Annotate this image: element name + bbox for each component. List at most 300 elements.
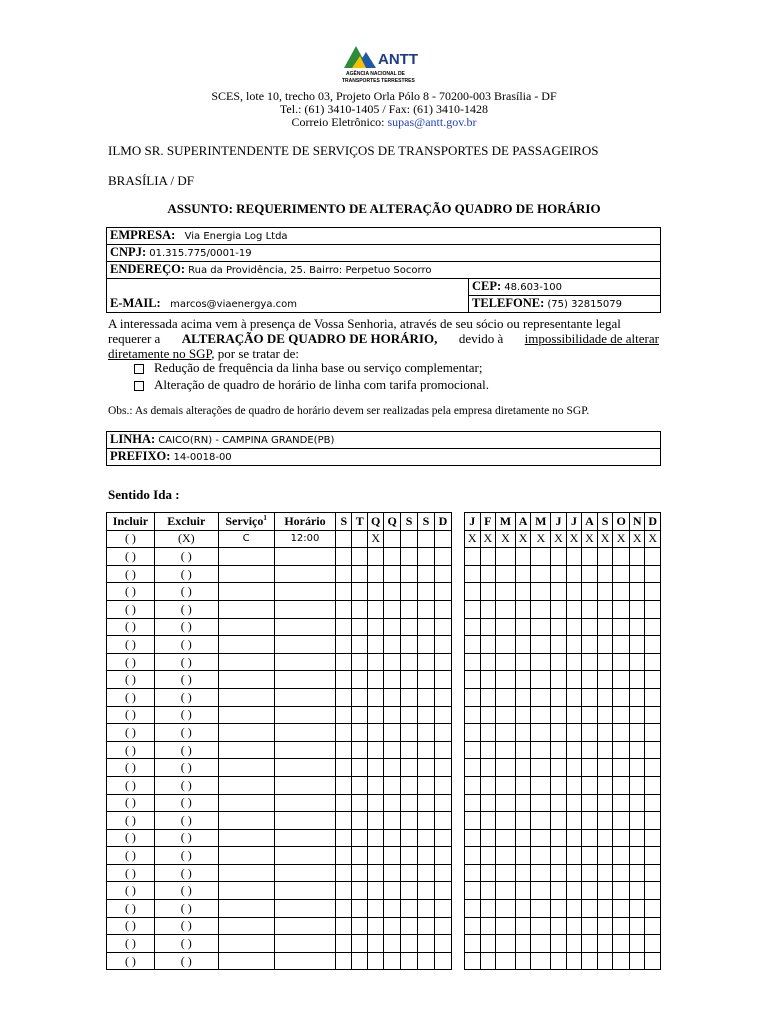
month-cell[interactable] (566, 935, 582, 953)
month-cell[interactable] (496, 812, 516, 830)
weekday-cell[interactable] (384, 917, 401, 935)
incluir-cell[interactable]: ( ) (107, 741, 155, 759)
month-cell[interactable] (597, 618, 613, 636)
incluir-cell[interactable]: ( ) (107, 583, 155, 601)
month-cell[interactable] (645, 741, 661, 759)
month-cell[interactable] (515, 776, 531, 794)
horario-cell[interactable] (274, 671, 336, 689)
weekday-cell[interactable] (418, 688, 435, 706)
servico-cell[interactable] (218, 847, 274, 865)
month-cell[interactable] (465, 583, 481, 601)
month-cell[interactable] (597, 565, 613, 583)
month-cell[interactable]: X (597, 530, 613, 548)
month-cell[interactable] (496, 847, 516, 865)
month-cell[interactable] (566, 548, 582, 566)
month-cell[interactable] (480, 548, 496, 566)
month-cell[interactable]: X (566, 530, 582, 548)
month-cell[interactable] (645, 688, 661, 706)
servico-cell[interactable] (218, 864, 274, 882)
month-cell[interactable]: X (515, 530, 531, 548)
month-cell[interactable] (645, 847, 661, 865)
incluir-cell[interactable]: ( ) (107, 794, 155, 812)
weekday-cell[interactable] (336, 636, 352, 654)
month-cell[interactable] (496, 776, 516, 794)
weekday-cell[interactable] (336, 653, 352, 671)
month-cell[interactable] (629, 600, 645, 618)
month-cell[interactable] (515, 688, 531, 706)
weekday-cell[interactable] (384, 724, 401, 742)
weekday-cell[interactable] (434, 618, 451, 636)
month-cell[interactable] (496, 600, 516, 618)
horario-cell[interactable] (274, 706, 336, 724)
month-cell[interactable] (531, 900, 551, 918)
weekday-cell[interactable] (352, 565, 368, 583)
month-cell[interactable] (531, 847, 551, 865)
horario-cell[interactable] (274, 900, 336, 918)
weekday-cell[interactable] (401, 548, 418, 566)
month-cell[interactable] (551, 864, 567, 882)
month-cell[interactable] (515, 917, 531, 935)
month-cell[interactable] (629, 864, 645, 882)
month-cell[interactable] (515, 741, 531, 759)
month-cell[interactable] (531, 829, 551, 847)
month-cell[interactable] (496, 829, 516, 847)
servico-cell[interactable] (218, 724, 274, 742)
weekday-cell[interactable] (336, 952, 352, 970)
month-cell[interactable] (496, 724, 516, 742)
excluir-cell[interactable]: ( ) (154, 636, 218, 654)
month-cell[interactable] (496, 653, 516, 671)
month-cell[interactable] (566, 618, 582, 636)
weekday-cell[interactable] (418, 935, 435, 953)
month-cell[interactable] (645, 952, 661, 970)
horario-cell[interactable] (274, 724, 336, 742)
month-cell[interactable] (551, 688, 567, 706)
month-cell[interactable] (496, 864, 516, 882)
month-cell[interactable] (645, 653, 661, 671)
weekday-cell[interactable] (434, 724, 451, 742)
incluir-cell[interactable]: ( ) (107, 724, 155, 742)
incluir-cell[interactable]: ( ) (107, 864, 155, 882)
weekday-cell[interactable] (336, 530, 352, 548)
weekday-cell[interactable] (418, 653, 435, 671)
weekday-cell[interactable] (352, 829, 368, 847)
weekday-cell[interactable] (336, 864, 352, 882)
month-cell[interactable] (645, 759, 661, 777)
excluir-cell[interactable]: ( ) (154, 917, 218, 935)
excluir-cell[interactable]: (X) (154, 530, 218, 548)
weekday-cell[interactable] (368, 759, 384, 777)
weekday-cell[interactable] (434, 847, 451, 865)
horario-cell[interactable] (274, 636, 336, 654)
month-cell[interactable] (496, 917, 516, 935)
month-cell[interactable] (582, 671, 598, 689)
weekday-cell[interactable] (336, 706, 352, 724)
servico-cell[interactable] (218, 900, 274, 918)
weekday-cell[interactable] (368, 600, 384, 618)
month-cell[interactable] (597, 776, 613, 794)
weekday-cell[interactable] (336, 882, 352, 900)
weekday-cell[interactable] (368, 565, 384, 583)
weekday-cell[interactable] (401, 847, 418, 865)
incluir-cell[interactable]: ( ) (107, 671, 155, 689)
weekday-cell[interactable] (352, 618, 368, 636)
excluir-cell[interactable]: ( ) (154, 829, 218, 847)
month-cell[interactable] (613, 565, 630, 583)
month-cell[interactable] (465, 565, 481, 583)
weekday-cell[interactable] (336, 935, 352, 953)
month-cell[interactable] (515, 829, 531, 847)
month-cell[interactable] (531, 671, 551, 689)
month-cell[interactable] (531, 794, 551, 812)
weekday-cell[interactable] (401, 565, 418, 583)
weekday-cell[interactable] (352, 812, 368, 830)
month-cell[interactable]: X (551, 530, 567, 548)
month-cell[interactable] (582, 706, 598, 724)
month-cell[interactable] (597, 864, 613, 882)
weekday-cell[interactable] (401, 829, 418, 847)
incluir-cell[interactable]: ( ) (107, 688, 155, 706)
incluir-cell[interactable]: ( ) (107, 829, 155, 847)
month-cell[interactable] (582, 759, 598, 777)
month-cell[interactable] (613, 847, 630, 865)
month-cell[interactable] (480, 794, 496, 812)
weekday-cell[interactable] (434, 583, 451, 601)
weekday-cell[interactable] (368, 741, 384, 759)
month-cell[interactable] (515, 882, 531, 900)
horario-cell[interactable] (274, 829, 336, 847)
month-cell[interactable] (551, 548, 567, 566)
incluir-cell[interactable]: ( ) (107, 917, 155, 935)
month-cell[interactable] (566, 565, 582, 583)
servico-cell[interactable] (218, 741, 274, 759)
month-cell[interactable] (480, 847, 496, 865)
month-cell[interactable] (582, 548, 598, 566)
weekday-cell[interactable] (418, 741, 435, 759)
month-cell[interactable] (645, 900, 661, 918)
month-cell[interactable] (597, 882, 613, 900)
weekday-cell[interactable] (418, 759, 435, 777)
horario-cell[interactable] (274, 935, 336, 953)
weekday-cell[interactable] (384, 882, 401, 900)
month-cell[interactable] (597, 741, 613, 759)
month-cell[interactable] (480, 829, 496, 847)
month-cell[interactable] (613, 688, 630, 706)
month-cell[interactable] (496, 900, 516, 918)
horario-cell[interactable] (274, 565, 336, 583)
weekday-cell[interactable] (384, 759, 401, 777)
month-cell[interactable] (531, 706, 551, 724)
month-cell[interactable] (515, 653, 531, 671)
month-cell[interactable] (551, 565, 567, 583)
weekday-cell[interactable] (352, 864, 368, 882)
month-cell[interactable] (566, 812, 582, 830)
month-cell[interactable] (480, 952, 496, 970)
weekday-cell[interactable] (368, 618, 384, 636)
weekday-cell[interactable] (352, 600, 368, 618)
excluir-cell[interactable]: ( ) (154, 952, 218, 970)
servico-cell[interactable] (218, 759, 274, 777)
weekday-cell[interactable] (336, 847, 352, 865)
weekday-cell[interactable] (401, 530, 418, 548)
month-cell[interactable] (480, 583, 496, 601)
weekday-cell[interactable] (418, 882, 435, 900)
month-cell[interactable] (629, 706, 645, 724)
weekday-cell[interactable] (434, 900, 451, 918)
month-cell[interactable] (597, 847, 613, 865)
weekday-cell[interactable] (352, 548, 368, 566)
month-cell[interactable] (480, 935, 496, 953)
weekday-cell[interactable] (418, 583, 435, 601)
servico-cell[interactable] (218, 952, 274, 970)
month-cell[interactable] (531, 812, 551, 830)
weekday-cell[interactable] (336, 565, 352, 583)
horario-cell[interactable] (274, 952, 336, 970)
servico-cell[interactable] (218, 917, 274, 935)
weekday-cell[interactable] (434, 759, 451, 777)
month-cell[interactable] (566, 900, 582, 918)
month-cell[interactable] (613, 671, 630, 689)
month-cell[interactable]: X (465, 530, 481, 548)
weekday-cell[interactable] (434, 864, 451, 882)
month-cell[interactable] (551, 583, 567, 601)
month-cell[interactable] (613, 829, 630, 847)
servico-cell[interactable] (218, 706, 274, 724)
incluir-cell[interactable]: ( ) (107, 882, 155, 900)
weekday-cell[interactable] (401, 900, 418, 918)
weekday-cell[interactable] (384, 671, 401, 689)
excluir-cell[interactable]: ( ) (154, 847, 218, 865)
excluir-cell[interactable]: ( ) (154, 671, 218, 689)
month-cell[interactable] (515, 600, 531, 618)
weekday-cell[interactable] (352, 724, 368, 742)
weekday-cell[interactable] (336, 583, 352, 601)
month-cell[interactable] (613, 882, 630, 900)
month-cell[interactable] (551, 900, 567, 918)
weekday-cell[interactable] (401, 794, 418, 812)
weekday-cell[interactable] (368, 812, 384, 830)
month-cell[interactable] (645, 706, 661, 724)
weekday-cell[interactable] (384, 548, 401, 566)
month-cell[interactable] (515, 794, 531, 812)
weekday-cell[interactable] (352, 935, 368, 953)
month-cell[interactable] (629, 724, 645, 742)
horario-cell[interactable] (274, 600, 336, 618)
weekday-cell[interactable] (352, 900, 368, 918)
month-cell[interactable] (645, 917, 661, 935)
month-cell[interactable] (566, 864, 582, 882)
excluir-cell[interactable]: ( ) (154, 706, 218, 724)
weekday-cell[interactable] (384, 600, 401, 618)
month-cell[interactable] (597, 583, 613, 601)
excluir-cell[interactable]: ( ) (154, 812, 218, 830)
month-cell[interactable] (645, 882, 661, 900)
weekday-cell[interactable] (401, 882, 418, 900)
weekday-cell[interactable] (418, 864, 435, 882)
servico-cell[interactable] (218, 600, 274, 618)
month-cell[interactable] (551, 600, 567, 618)
month-cell[interactable] (629, 759, 645, 777)
servico-cell[interactable] (218, 688, 274, 706)
month-cell[interactable] (582, 794, 598, 812)
horario-cell[interactable] (274, 917, 336, 935)
servico-cell[interactable] (218, 776, 274, 794)
month-cell[interactable] (496, 882, 516, 900)
month-cell[interactable] (582, 882, 598, 900)
month-cell[interactable] (465, 741, 481, 759)
weekday-cell[interactable] (352, 776, 368, 794)
month-cell[interactable] (566, 600, 582, 618)
weekday-cell[interactable] (384, 935, 401, 953)
month-cell[interactable] (531, 636, 551, 654)
weekday-cell[interactable] (336, 600, 352, 618)
incluir-cell[interactable]: ( ) (107, 952, 155, 970)
month-cell[interactable] (465, 548, 481, 566)
incluir-cell[interactable]: ( ) (107, 847, 155, 865)
weekday-cell[interactable] (352, 636, 368, 654)
month-cell[interactable] (465, 829, 481, 847)
month-cell[interactable] (496, 548, 516, 566)
weekday-cell[interactable] (401, 724, 418, 742)
weekday-cell[interactable] (384, 952, 401, 970)
month-cell[interactable] (582, 935, 598, 953)
excluir-cell[interactable]: ( ) (154, 548, 218, 566)
month-cell[interactable] (465, 688, 481, 706)
month-cell[interactable] (629, 653, 645, 671)
month-cell[interactable] (515, 724, 531, 742)
month-cell[interactable] (465, 600, 481, 618)
month-cell[interactable] (531, 935, 551, 953)
month-cell[interactable] (531, 583, 551, 601)
month-cell[interactable] (465, 653, 481, 671)
weekday-cell[interactable] (368, 952, 384, 970)
month-cell[interactable] (515, 812, 531, 830)
month-cell[interactable] (645, 935, 661, 953)
month-cell[interactable] (613, 724, 630, 742)
month-cell[interactable] (629, 900, 645, 918)
month-cell[interactable] (465, 636, 481, 654)
month-cell[interactable] (582, 741, 598, 759)
month-cell[interactable] (566, 882, 582, 900)
month-cell[interactable] (515, 759, 531, 777)
month-cell[interactable] (465, 952, 481, 970)
month-cell[interactable] (480, 618, 496, 636)
month-cell[interactable] (551, 882, 567, 900)
month-cell[interactable] (629, 794, 645, 812)
month-cell[interactable]: X (629, 530, 645, 548)
weekday-cell[interactable] (434, 794, 451, 812)
servico-cell[interactable] (218, 829, 274, 847)
month-cell[interactable] (582, 847, 598, 865)
month-cell[interactable] (613, 759, 630, 777)
weekday-cell[interactable] (352, 653, 368, 671)
servico-cell[interactable] (218, 618, 274, 636)
month-cell[interactable] (566, 759, 582, 777)
horario-cell[interactable] (274, 776, 336, 794)
weekday-cell[interactable] (368, 864, 384, 882)
month-cell[interactable] (613, 812, 630, 830)
month-cell[interactable] (645, 636, 661, 654)
month-cell[interactable] (566, 794, 582, 812)
month-cell[interactable] (645, 864, 661, 882)
month-cell[interactable] (465, 900, 481, 918)
incluir-cell[interactable]: ( ) (107, 900, 155, 918)
weekday-cell[interactable] (401, 583, 418, 601)
weekday-cell[interactable] (418, 671, 435, 689)
weekday-cell[interactable] (401, 600, 418, 618)
month-cell[interactable] (645, 794, 661, 812)
month-cell[interactable] (597, 917, 613, 935)
month-cell[interactable] (515, 706, 531, 724)
month-cell[interactable] (582, 600, 598, 618)
month-cell[interactable] (551, 829, 567, 847)
weekday-cell[interactable] (336, 917, 352, 935)
weekday-cell[interactable] (434, 600, 451, 618)
excluir-cell[interactable]: ( ) (154, 565, 218, 583)
weekday-cell[interactable] (352, 882, 368, 900)
weekday-cell[interactable] (418, 636, 435, 654)
weekday-cell[interactable] (401, 636, 418, 654)
weekday-cell[interactable] (401, 618, 418, 636)
horario-cell[interactable] (274, 583, 336, 601)
month-cell[interactable] (582, 900, 598, 918)
month-cell[interactable] (645, 548, 661, 566)
month-cell[interactable] (566, 847, 582, 865)
weekday-cell[interactable] (418, 812, 435, 830)
weekday-cell[interactable] (368, 583, 384, 601)
month-cell[interactable] (465, 706, 481, 724)
weekday-cell[interactable] (401, 653, 418, 671)
incluir-cell[interactable]: ( ) (107, 653, 155, 671)
weekday-cell[interactable] (434, 565, 451, 583)
month-cell[interactable] (597, 900, 613, 918)
servico-cell[interactable] (218, 812, 274, 830)
weekday-cell[interactable] (434, 688, 451, 706)
month-cell[interactable] (613, 952, 630, 970)
weekday-cell[interactable] (401, 917, 418, 935)
excluir-cell[interactable]: ( ) (154, 900, 218, 918)
month-cell[interactable] (465, 759, 481, 777)
month-cell[interactable] (597, 794, 613, 812)
month-cell[interactable] (613, 636, 630, 654)
month-cell[interactable] (597, 706, 613, 724)
weekday-cell[interactable] (368, 935, 384, 953)
weekday-cell[interactable] (352, 794, 368, 812)
month-cell[interactable] (582, 829, 598, 847)
month-cell[interactable] (613, 706, 630, 724)
month-cell[interactable] (582, 583, 598, 601)
incluir-cell[interactable]: ( ) (107, 812, 155, 830)
month-cell[interactable] (531, 776, 551, 794)
month-cell[interactable] (566, 724, 582, 742)
weekday-cell[interactable] (401, 776, 418, 794)
month-cell[interactable] (645, 812, 661, 830)
weekday-cell[interactable] (401, 706, 418, 724)
month-cell[interactable] (531, 759, 551, 777)
month-cell[interactable] (496, 688, 516, 706)
month-cell[interactable] (551, 776, 567, 794)
horario-cell[interactable] (274, 548, 336, 566)
weekday-cell[interactable] (336, 829, 352, 847)
weekday-cell[interactable] (384, 653, 401, 671)
month-cell[interactable] (613, 917, 630, 935)
month-cell[interactable] (597, 759, 613, 777)
month-cell[interactable] (551, 671, 567, 689)
month-cell[interactable] (582, 864, 598, 882)
month-cell[interactable] (566, 917, 582, 935)
month-cell[interactable] (566, 583, 582, 601)
month-cell[interactable] (480, 671, 496, 689)
